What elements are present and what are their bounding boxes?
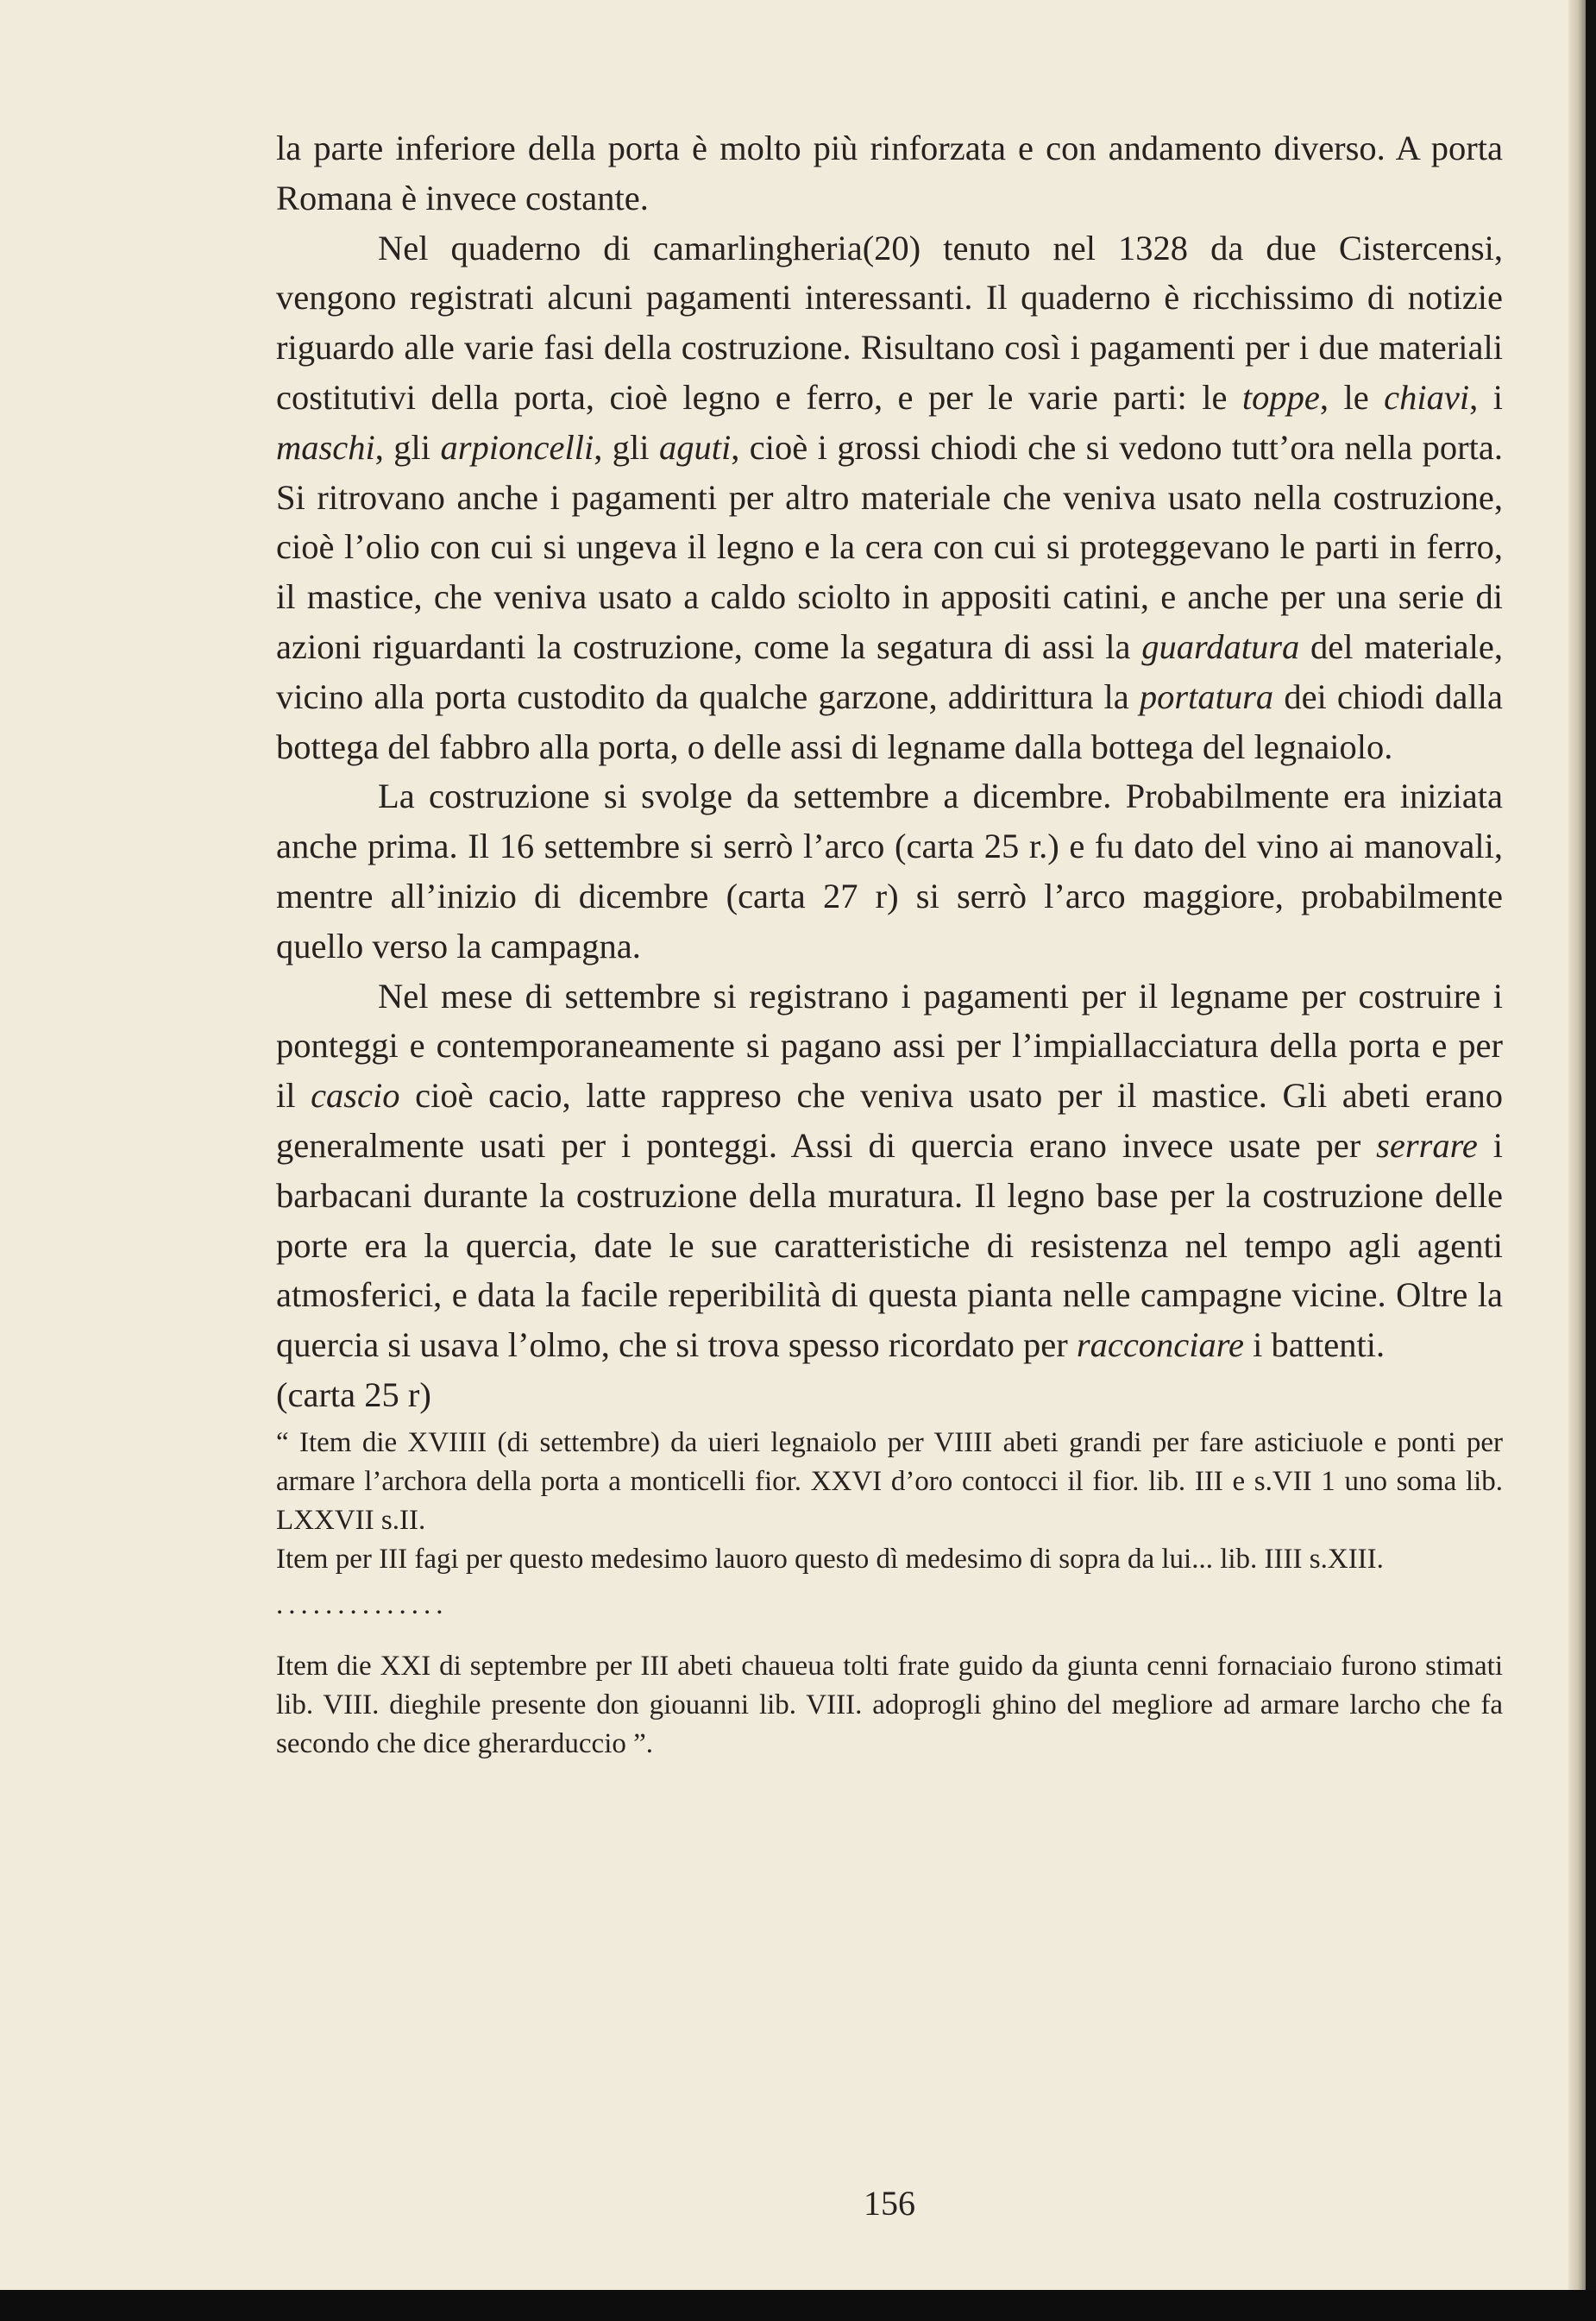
main-text (276, 123, 1503, 1420)
quote-1: “ Item die XVIIII (di settembre) da uieri legnaiolo per VIIII abeti grandi per fare asticiuole e ponti per armare l’archora della porta a monticelli fior. XXVI d’oro contocci il fior. lib. III e s.VII 1 uno soma lib. LXXVII s.II. (276, 1426, 1503, 1536)
text-segment: del materiale, vicino alla porta custodito da qualche garzone, addirittura la (276, 626, 1503, 716)
text-segment: i barbacani durante la costruzione della muratura. Il legno base per la costruzione delle porte era la quercia, date le sue caratteristiche di resistenza nel tempo agli agenti atmosferici, e data la facile reperibilità di questa pianta nelle campagne vicine. Oltre la quercia si usava l’olmo, che si trova spesso ricordato per (276, 1125, 1503, 1365)
text-segment: i battenti. (1244, 1325, 1386, 1365)
ellipsis-dots: .............. (276, 1588, 449, 1620)
reference-line: (carta 25 r) (276, 1374, 431, 1414)
page-number: 156 (864, 2184, 915, 2223)
page-text (276, 123, 1503, 2223)
page-edge (1568, 0, 1586, 2290)
italic-term: serrare (1376, 1125, 1478, 1165)
italic-term: maschi (276, 427, 375, 467)
italic-term: portatura (1139, 676, 1274, 716)
italic-term: chiavi (1384, 377, 1470, 417)
italic-term: aguti (658, 427, 732, 467)
italic-term: arpioncelli (440, 427, 594, 467)
paragraph-2 (276, 223, 1503, 772)
text-segment: cioè cacio, latte rappreso che veniva usato per il mastice. Gli abeti erano generalmente usati per i ponteggi. Assi di quercia erano invece usate per (276, 1076, 1503, 1165)
italic-term: toppe (1241, 377, 1320, 417)
text-segment: Nel mese di settembre si registrano i pagamenti per il legname per costruire i ponteggi e contemporaneamente si pagano assi per l’impiallacciatura della porta e per il (276, 976, 1503, 1116)
paragraph-1: la parte inferiore della porta è molto più rinforzata e con andamento diverso. A porta Romana è invece costante. (276, 129, 1503, 217)
paragraph-3: La costruzione si svolge da settembre a dicembre. Probabilmente era iniziata anche prima. Il 16 settembre si serrò l’arco (carta 25 r.) e fu dato del vino ai manovali, mentre all’inizio di dicembre (carta 27 r) si serrò l’arco maggiore, probabilmente quello verso la campagna. (276, 777, 1503, 966)
text-segment: , i (1469, 377, 1503, 417)
quote-2: Item per III fagi per questo medesimo lauoro questo dì medesimo di sopra da lui... lib. IIII s.XIII. (276, 1543, 1384, 1575)
text-segment: dei chiodi dalla bottega del fabbro alla porta, o delle assi di legname dalla bottega del legnaiolo. (276, 676, 1503, 766)
text-segment: , le (1319, 377, 1385, 417)
text-segment: , gli (374, 427, 441, 467)
italic-term: cascio (311, 1076, 400, 1116)
italic-term: racconciare (1076, 1325, 1245, 1365)
italic-term: guardatura (1141, 626, 1300, 666)
text-segment: , cioè i grossi chiodi che si vedono tutt’ora nella porta. Si ritrovano anche i pagamenti per altro materiale che veniva usato nella costruzione, cioè l’olio con cui si ungeva il legno e la cera con cui si proteggevano le parti in ferro, il mastice, che veniva usato a caldo sciolto in appositi catini, e anche per una serie di azioni riguardanti la costruzione, come la segatura di assi la (276, 427, 1503, 666)
text-segment: , gli (594, 427, 659, 467)
scan-border (0, 2290, 1596, 2321)
paragraph-4 (276, 972, 1503, 1370)
text-segment: Nel quaderno di camarlingheria(20) tenuto nel 1328 da due Cistercensi, vengono registrati alcuni pagamenti interessanti. Il quaderno è ricchissimo di notizie riguardo alle varie fasi della costruzione. Risultano così i pagamenti per i due materiali costitutivi della porta, cioè legno e ferro, e per le varie parti: le (276, 228, 1503, 417)
quote-3: Item die XXI di septembre per III abeti chaueua tolti frate guido da giunta cenni fornaciaio furono stimati lib. VIII. dieghile presente don giouanni lib. VIII. adoprogli ghino del megliore ad armare larcho che fa secondo che dice gherarduccio ”. (276, 1650, 1503, 1759)
